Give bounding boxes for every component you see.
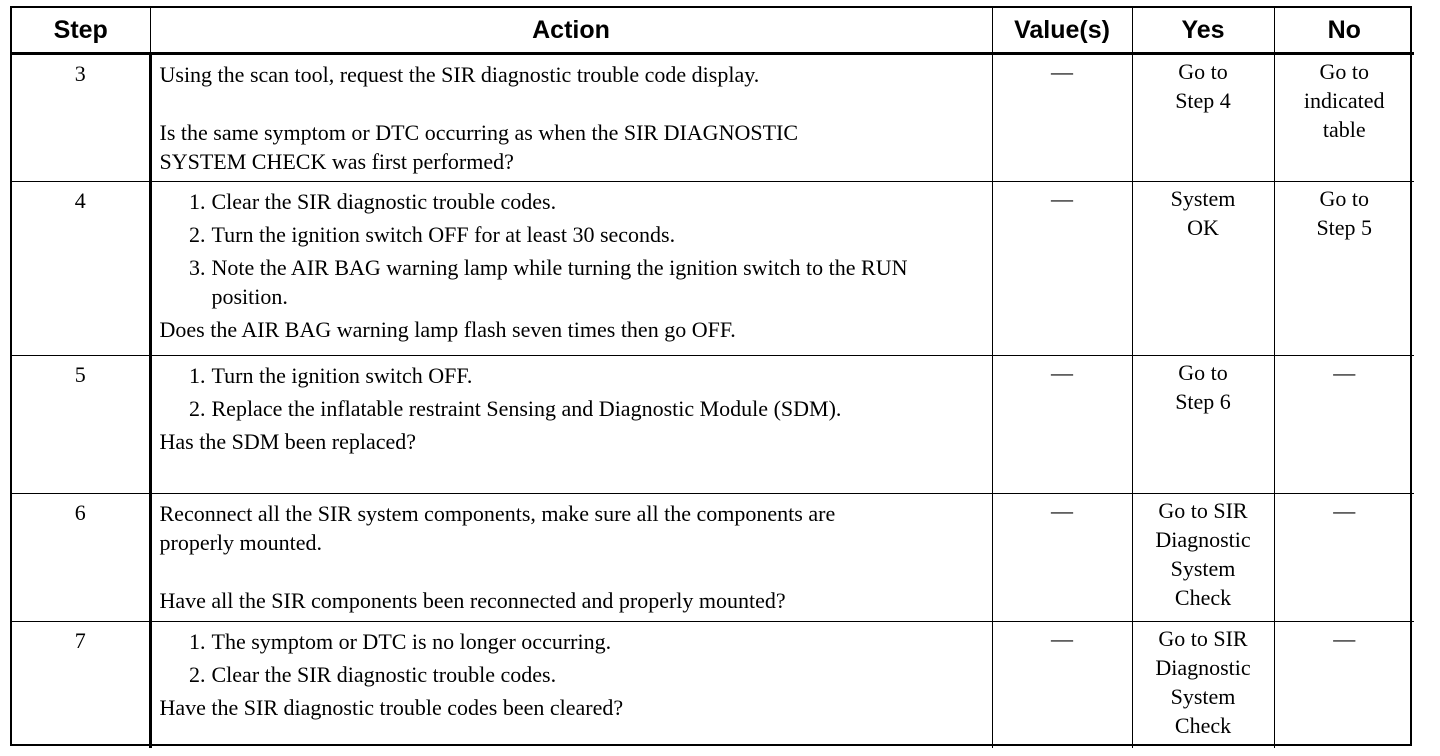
action-cell [150, 494, 992, 622]
action-cell [150, 54, 992, 182]
action-question: Have the SIR diagnostic trouble codes been cleared? [159, 695, 624, 720]
action-step-item: 1. Turn the ignition switch OFF. [160, 361, 984, 390]
action-step-item: 2. Turn the ignition switch OFF for at least 30 seconds. [160, 220, 984, 249]
value-cell: — [992, 182, 1132, 356]
action-steps [160, 361, 984, 423]
yes-cell: System OK [1132, 182, 1274, 356]
table-row [12, 54, 1414, 182]
yes-cell: Go to Step 6 [1132, 356, 1274, 494]
action-cell [150, 182, 992, 356]
action-text: Reconnect all the SIR system components, make sure all the components are properly mounted. [159, 501, 836, 555]
value-cell: — [992, 494, 1132, 622]
step-number: 6 [12, 494, 150, 622]
diagnostic-table-container [10, 6, 1412, 746]
action-question: Does the AIR BAG warning lamp flash seven times then go OFF. [159, 317, 736, 342]
header-no: No [1274, 8, 1414, 54]
step-number: 7 [12, 622, 150, 748]
table-row [12, 356, 1414, 494]
value-cell: — [992, 54, 1132, 182]
action-step-text: Clear the SIR diagnostic trouble codes. [211, 662, 557, 687]
header-step: Step [12, 8, 150, 54]
action-step-text: The symptom or DTC is no longer occurring. [211, 629, 612, 654]
action-cell [150, 622, 992, 748]
table-row [12, 494, 1414, 622]
action-step-item: 3. Note the AIR BAG warning lamp while turning the ignition switch to the RUN position. [160, 253, 984, 311]
value-cell: — [992, 622, 1132, 748]
action-question: Is the same symptom or DTC occurring as when the SIR DIAGNOSTIC SYSTEM CHECK was first performed? [159, 120, 799, 174]
no-cell: Go to Step 5 [1274, 182, 1414, 356]
no-cell: Go to indicated table [1274, 54, 1414, 182]
table-row [12, 622, 1414, 748]
value-cell: — [992, 356, 1132, 494]
action-steps [160, 627, 984, 689]
action-step-item: 2. Replace the inflatable restraint Sensing and Diagnostic Module (SDM). [160, 394, 984, 423]
header-action: Action [150, 8, 992, 54]
no-cell: — [1274, 494, 1414, 622]
step-number: 5 [12, 356, 150, 494]
action-step-text: Replace the inflatable restraint Sensing and Diagnostic Module (SDM). [211, 396, 842, 421]
action-step-item: 1. Clear the SIR diagnostic trouble codes. [160, 187, 984, 216]
action-text: Using the scan tool, request the SIR diagnostic trouble code display. [159, 62, 760, 87]
header-values: Value(s) [992, 8, 1132, 54]
action-step-text: Turn the ignition switch OFF. [211, 363, 473, 388]
header-yes: Yes [1132, 8, 1274, 54]
table-row [12, 182, 1414, 356]
action-steps [160, 187, 984, 311]
action-cell [150, 356, 992, 494]
action-step-text: Turn the ignition switch OFF for at least 30 seconds. [211, 222, 676, 247]
action-step-item: 1. The symptom or DTC is no longer occurring. [160, 627, 984, 656]
yes-cell: Go to SIR Diagnostic System Check [1132, 622, 1274, 748]
header-row [12, 8, 1414, 54]
no-cell: — [1274, 356, 1414, 494]
action-step-text: Clear the SIR diagnostic trouble codes. [211, 189, 557, 214]
yes-cell: Go to SIR Diagnostic System Check [1132, 494, 1274, 622]
step-number: 4 [12, 182, 150, 356]
action-question: Have all the SIR components been reconnected and properly mounted? [159, 588, 786, 613]
step-number: 3 [12, 54, 150, 182]
no-cell: — [1274, 622, 1414, 748]
action-step-text: Note the AIR BAG warning lamp while turning the ignition switch to the RUN position. [211, 255, 908, 309]
diagnostic-table [12, 8, 1414, 748]
yes-cell: Go to Step 4 [1132, 54, 1274, 182]
action-step-item: 2. Clear the SIR diagnostic trouble codes. [160, 660, 984, 689]
action-question: Has the SDM been replaced? [159, 429, 417, 454]
